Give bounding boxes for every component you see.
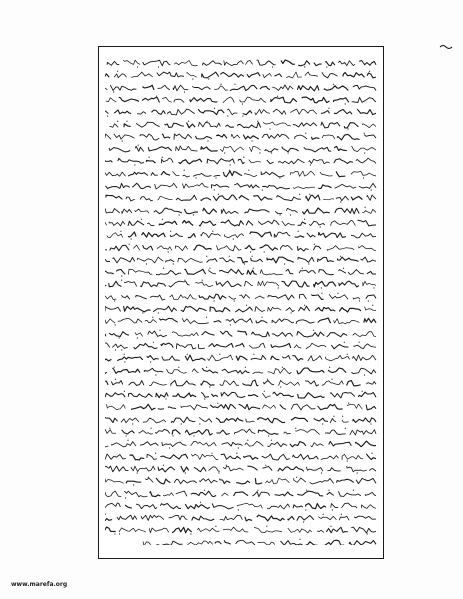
manuscript-line bbox=[105, 397, 377, 406]
manuscript-line bbox=[105, 484, 377, 493]
manuscript-line bbox=[105, 311, 377, 320]
manuscript-line bbox=[105, 471, 377, 480]
manuscript-line bbox=[105, 299, 377, 308]
manuscript-line bbox=[105, 225, 377, 234]
manuscript-line bbox=[105, 385, 377, 394]
manuscript-line bbox=[105, 422, 377, 431]
manuscript-line bbox=[105, 250, 377, 259]
manuscript-line bbox=[105, 336, 377, 345]
manuscript-line bbox=[105, 496, 377, 505]
manuscript-line bbox=[105, 373, 377, 382]
manuscript-line bbox=[105, 287, 377, 296]
manuscript-text-block bbox=[105, 53, 377, 545]
manuscript-line bbox=[105, 188, 377, 197]
manuscript-line bbox=[105, 238, 377, 247]
manuscript-line bbox=[105, 348, 377, 357]
manuscript-line bbox=[105, 139, 377, 148]
manuscript-line bbox=[105, 102, 377, 111]
top-ornament-mark bbox=[439, 44, 453, 50]
manuscript-line bbox=[105, 78, 377, 87]
manuscript-line bbox=[105, 447, 377, 456]
manuscript-line bbox=[105, 201, 377, 210]
manuscript-line bbox=[105, 262, 377, 271]
footer-watermark: www.marefa.org bbox=[11, 581, 68, 588]
manuscript-frame bbox=[98, 46, 384, 559]
manuscript-line bbox=[105, 53, 377, 62]
manuscript-line bbox=[105, 213, 377, 222]
manuscript-line bbox=[105, 459, 377, 468]
manuscript-line bbox=[105, 434, 377, 443]
manuscript-line bbox=[105, 520, 377, 529]
manuscript-line bbox=[105, 361, 377, 370]
manuscript-line bbox=[105, 274, 377, 283]
manuscript-line bbox=[105, 115, 377, 124]
manuscript-line bbox=[105, 508, 377, 517]
manuscript-line bbox=[105, 151, 377, 160]
manuscript-line bbox=[105, 164, 377, 173]
manuscript-line bbox=[105, 324, 377, 333]
manuscript-line bbox=[105, 90, 377, 99]
manuscript-line bbox=[105, 533, 377, 542]
manuscript-line bbox=[105, 65, 377, 74]
manuscript-line bbox=[105, 176, 377, 185]
manuscript-line bbox=[105, 127, 377, 136]
manuscript-line bbox=[105, 410, 377, 419]
